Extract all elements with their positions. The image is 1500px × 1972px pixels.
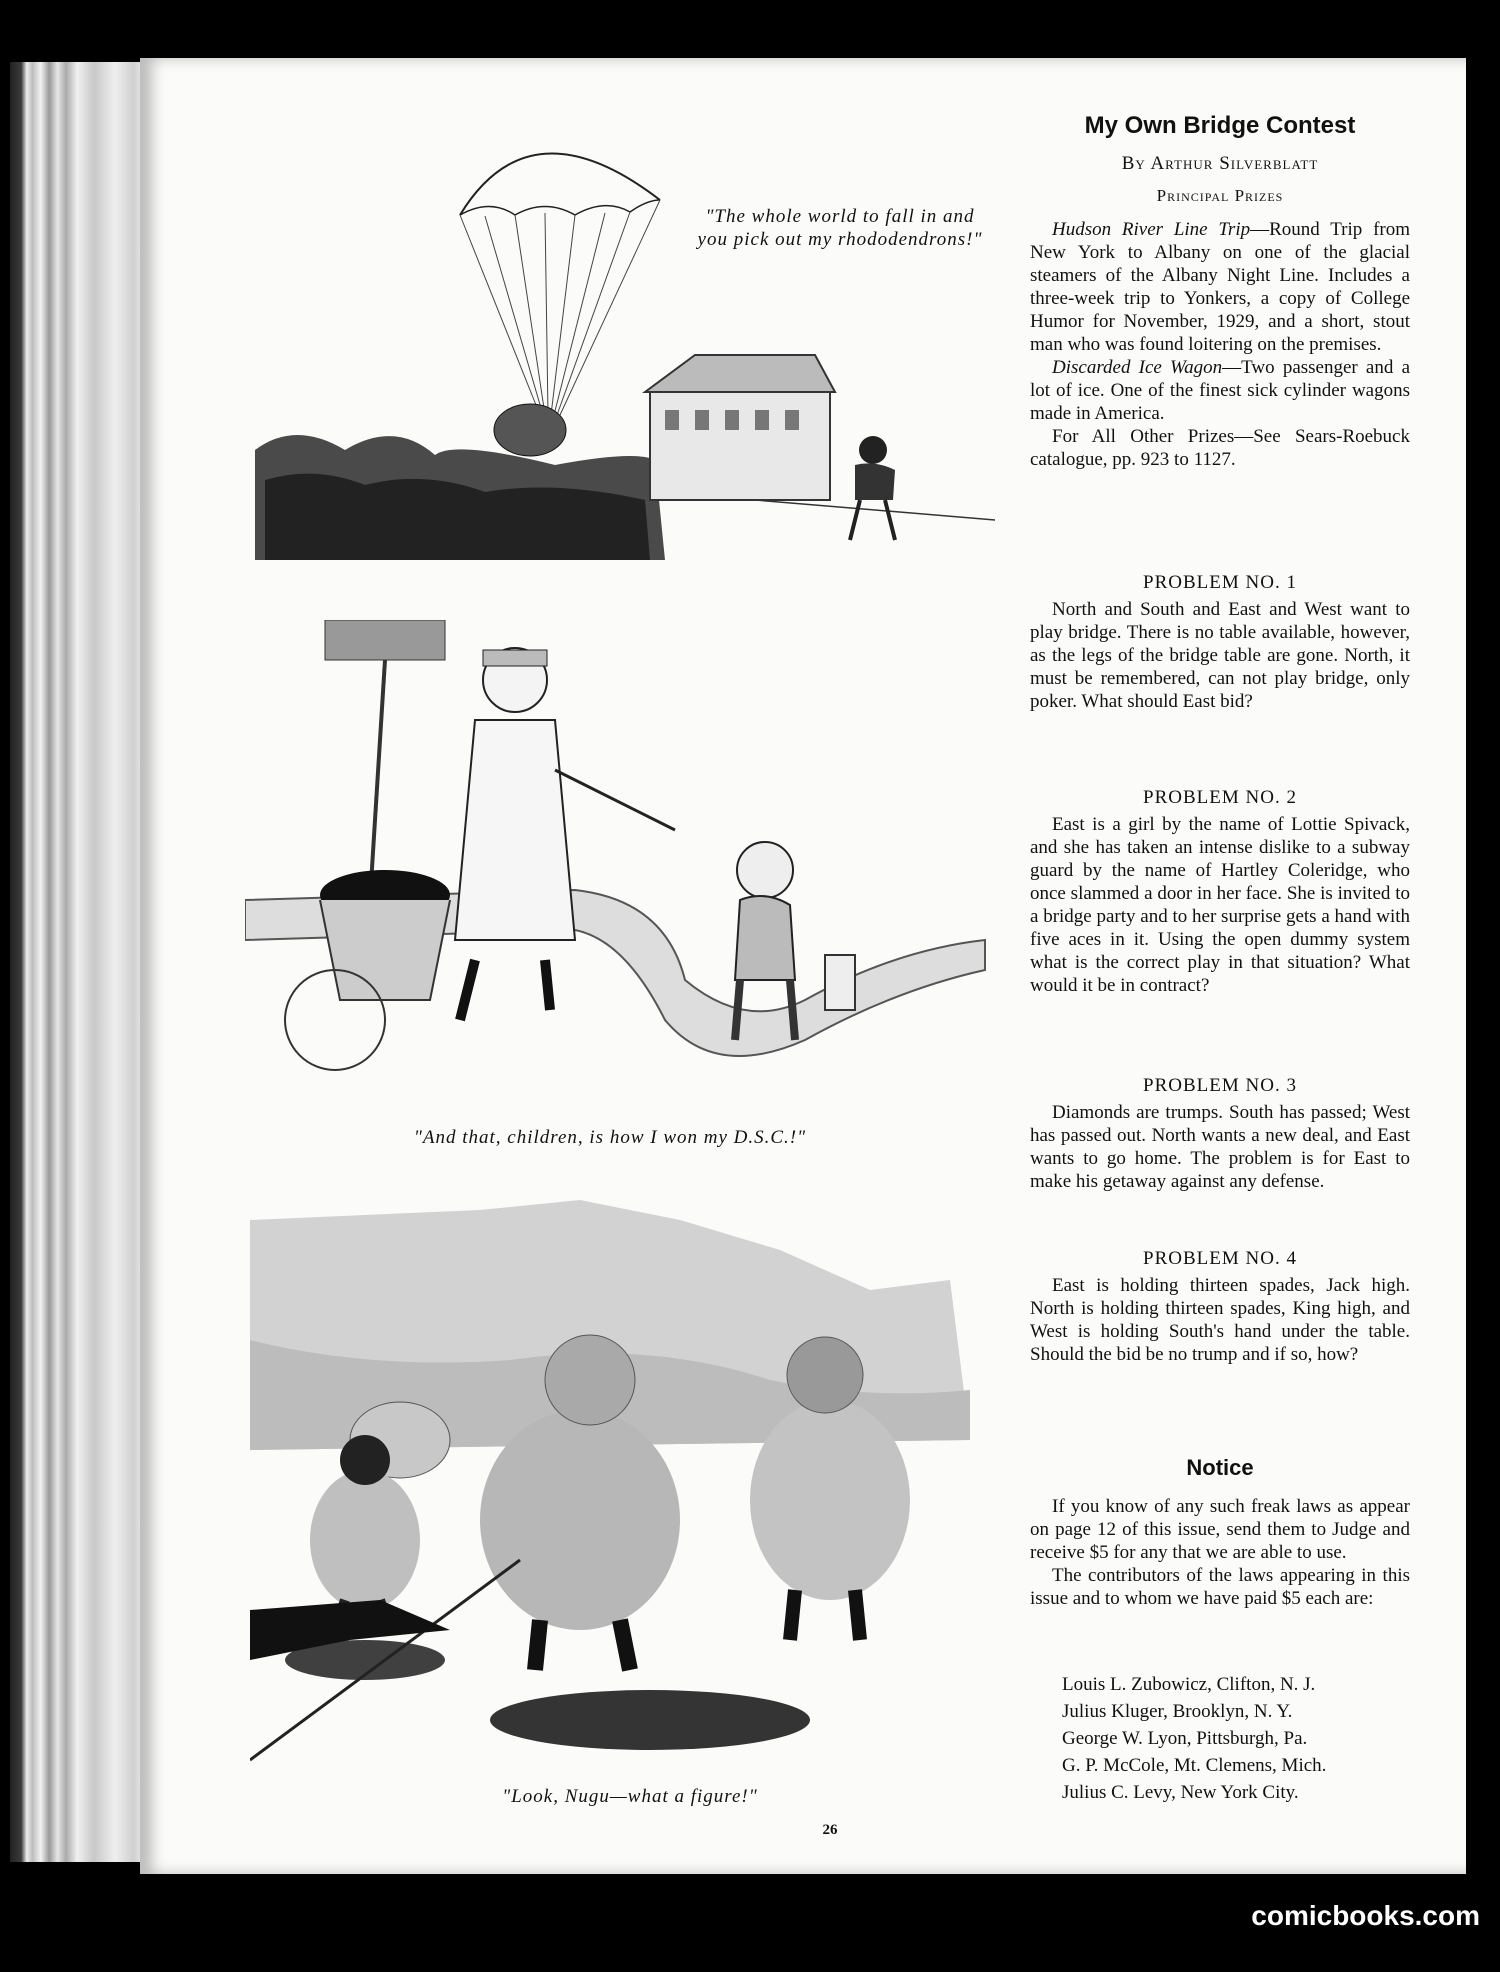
notice-heading: Notice	[1186, 1455, 1254, 1480]
notice-paragraph-1: If you know of any such freak laws as appear on page 12 of this issue, send them to Judge and receive $5 for any that we are able to use.	[1030, 1496, 1410, 1563]
page-number: 26	[822, 1822, 838, 1838]
contributor: G. P. McCole, Mt. Clemens, Mich.	[1062, 1755, 1327, 1776]
prize-2-lead: Discarded Ice Wagon	[1052, 357, 1223, 378]
parachute-caption: "The whole world to fall in and you pick out my rhododendrons!"	[697, 206, 983, 250]
prize-1-lead: Hudson River Line Trip	[1052, 219, 1251, 240]
notice-text	[1030, 1495, 1410, 1610]
eskimo-cartoon	[250, 1200, 990, 1780]
problem-1-body: North and South and East and West want to play bridge. There is no table available, however, as the legs of the bridge table are gone. North, it must be remembered, can not play bridge, only poker. What should East bid?	[1030, 599, 1410, 712]
problem-2-text	[1030, 813, 1410, 997]
contributor: Julius C. Levy, New York City.	[1062, 1782, 1299, 1803]
site-watermark: comicbooks.com	[1251, 1900, 1480, 1931]
contributors-list	[1062, 1671, 1422, 1806]
problem-3-text	[1030, 1101, 1410, 1193]
prize-3	[1030, 425, 1410, 471]
problem-2-heading: PROBLEM NO. 2	[1143, 787, 1297, 808]
prize-2-text: —Two passenger and a lot of ice. One of the finest sick cylinder wagons made in America.	[1030, 357, 1410, 424]
contributor: Julius Kluger, Brooklyn, N. Y.	[1062, 1701, 1293, 1722]
prize-3-text: For All Other Prizes—See Sears-Roebuck catalogue, pp. 923 to 1127.	[1030, 426, 1410, 470]
prize-1	[1030, 218, 1410, 356]
problem-2-body: East is a girl by the name of Lottie Spivack, and she has taken an intense dislike to a subway guard by the name of Hartley Coleridge, who once slammed a door in her face. She is invited to a bridge party and to her surprise gets a hand with five aces in it. Using the open dummy system what is the correct play in that situation? What would it be in contract?	[1030, 814, 1410, 996]
notice-paragraph-2: The contributors of the laws appearing in this issue and to whom we have paid $5 each are:	[1030, 1565, 1410, 1609]
book-binding-edge	[10, 62, 150, 1862]
guard-caption: "And that, children, is how I won my D.S.C.!"	[413, 1127, 807, 1148]
subway-guard-cartoon	[245, 620, 995, 1120]
prize-1-text: —Round Trip from New York to Albany on one of the glacial steamers of the Albany Night Line. Includes a three-week trip to Yonkers, a copy of College Humor for November, 1929, and a short, stout man who was found loitering on the premises.	[1030, 219, 1410, 355]
problem-3-body: Diamonds are trumps. South has passed; West has passed out. North wants a new deal, and East wants to go home. The problem is for East to make his getaway against any defense.	[1030, 1102, 1410, 1192]
byline: By Arthur Silverblatt	[1121, 153, 1319, 174]
problem-4-text	[1030, 1274, 1410, 1366]
eskimo-caption: "Look, Nugu—what a figure!"	[502, 1786, 758, 1807]
problem-4-body: East is holding thirteen spades, Jack high. North is holding thirteen spades, King high, and West is holding South's hand under the table. Should the bid be no trump and if so, how?	[1030, 1275, 1410, 1365]
prizes-section	[1030, 218, 1410, 471]
problem-1-text	[1030, 598, 1410, 713]
article-title: My Own Bridge Contest	[1084, 112, 1356, 139]
problem-3-heading: PROBLEM NO. 3	[1143, 1075, 1297, 1096]
problem-4-heading: PROBLEM NO. 4	[1143, 1248, 1297, 1269]
prize-2	[1030, 356, 1410, 425]
contributor: Louis L. Zubowicz, Clifton, N. J.	[1062, 1674, 1316, 1695]
contributor: George W. Lyon, Pittsburgh, Pa.	[1062, 1728, 1308, 1749]
problem-1-heading: PROBLEM NO. 1	[1143, 572, 1297, 593]
parachute-cartoon	[255, 120, 995, 580]
prizes-heading: Principal Prizes	[1156, 186, 1284, 205]
